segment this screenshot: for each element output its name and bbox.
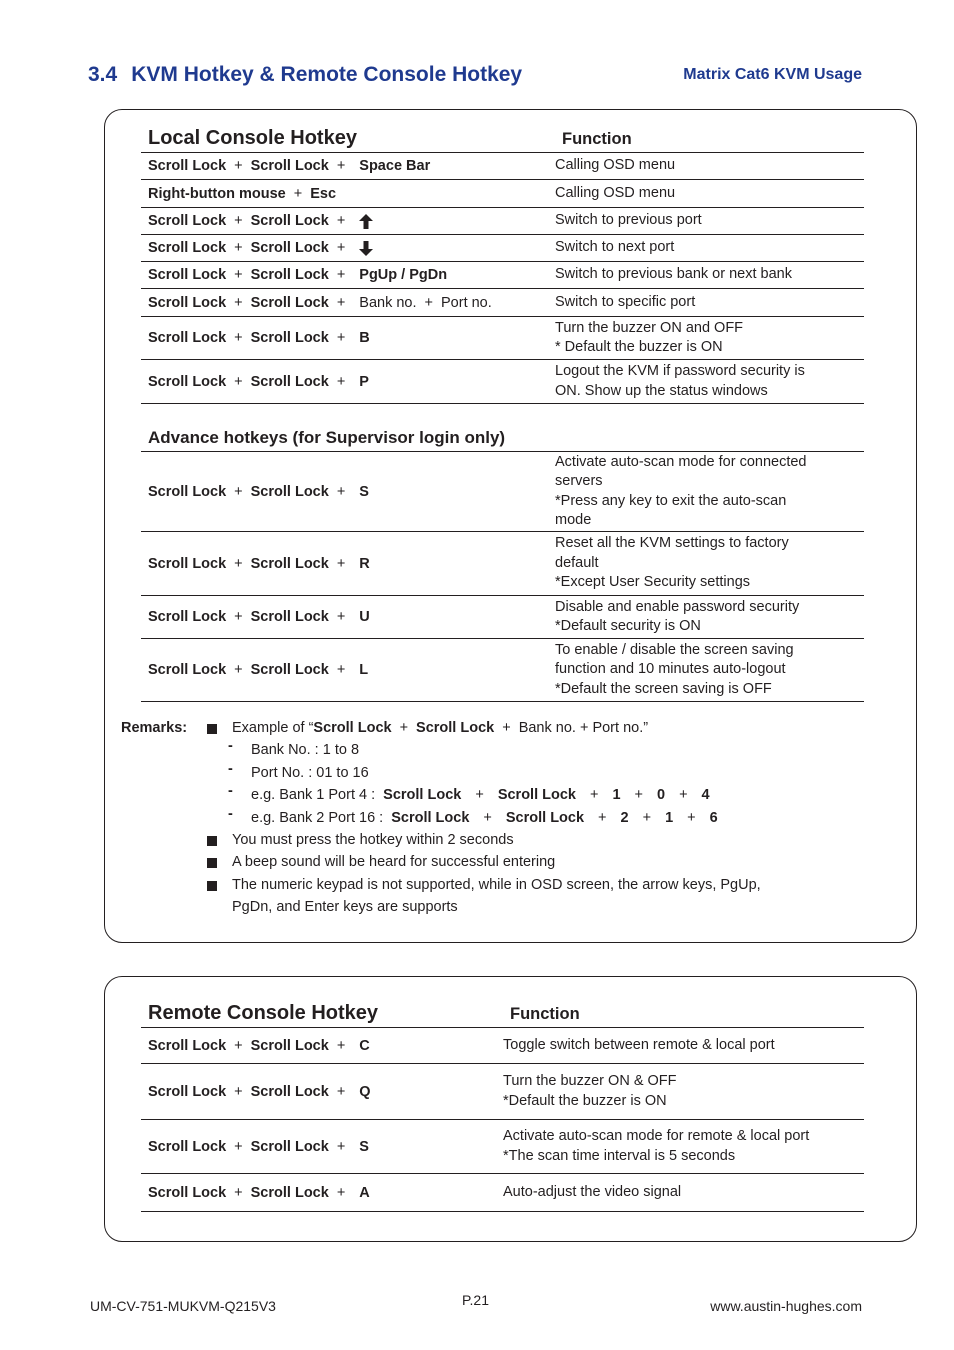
- hotkey-combo: Scroll Lock + Scroll Lock + R: [148, 555, 370, 572]
- key-label: Scroll Lock: [148, 1037, 227, 1054]
- dash-bullet-icon: -: [228, 738, 233, 754]
- local-table-header: [141, 123, 864, 153]
- remark-note-continuation: PgDn, and Enter keys are supports: [232, 899, 458, 915]
- key-label: Esc: [310, 185, 337, 202]
- key-label: L: [359, 662, 369, 678]
- function-description: Disable and enable password security *Default security is ON: [555, 598, 800, 634]
- advance-hotkeys-title: Advance hotkeys (for Supervisor login only): [141, 404, 864, 452]
- table-row: [141, 532, 864, 596]
- up-arrow-icon: [359, 214, 373, 229]
- key-label: Scroll Lock: [250, 555, 329, 572]
- key-label: Scroll Lock: [250, 158, 329, 174]
- down-arrow-icon: [359, 241, 373, 256]
- function-description: Turn the buzzer ON & OFF *Default the buzzer is ON: [503, 1073, 677, 1109]
- function-description: Reset all the KVM settings to factory default *Except User Security settings: [555, 535, 789, 591]
- table-row: [141, 360, 864, 404]
- table-row: [141, 1028, 864, 1064]
- function-description: To enable / disable the screen saving function and 10 minutes auto-logout *Default the screen saving is OFF: [555, 641, 794, 697]
- square-bullet-icon: [207, 836, 217, 846]
- table-row: [141, 289, 864, 317]
- table-row: [141, 1174, 864, 1212]
- key-label: Scroll Lock: [148, 158, 227, 174]
- key-label: Port no.: [441, 294, 492, 311]
- key-label: Scroll Lock: [250, 267, 329, 283]
- hotkey-combo: Scroll Lock + Scroll Lock + PgUp / PgDn: [148, 267, 448, 283]
- section-number: 3.4: [88, 63, 118, 86]
- table-row: [141, 262, 864, 289]
- dash-bullet-icon: -: [228, 783, 233, 799]
- key-label: Space Bar: [359, 158, 431, 174]
- key-label: Scroll Lock: [250, 373, 329, 390]
- remark-port-range: Port No. : 01 to 16: [251, 765, 369, 781]
- table-row: [141, 596, 864, 639]
- key-label: Scroll Lock: [148, 294, 227, 311]
- key-label: S: [359, 1138, 369, 1155]
- hotkey-combo: Scroll Lock + Scroll Lock + P: [148, 373, 369, 390]
- key-label: S: [359, 483, 369, 500]
- function-description: Activate auto-scan mode for remote & local port *The scan time interval is 5 seconds: [503, 1128, 810, 1164]
- key-label: Scroll Lock: [148, 330, 227, 346]
- hotkey-combo: Scroll Lock + Scroll Lock + S: [148, 483, 369, 500]
- table-row: [141, 208, 864, 235]
- dash-bullet-icon: -: [228, 761, 233, 777]
- key-label: PgUp / PgDn: [359, 267, 448, 283]
- key-label: A: [359, 1184, 370, 1201]
- remark-bank-range: Bank No. : 1 to 8: [251, 742, 360, 758]
- remote-function-header: Function: [510, 1005, 580, 1023]
- key-label: Scroll Lock: [250, 1138, 329, 1155]
- table-row: [141, 235, 864, 262]
- footer-page-number: P.21: [462, 1292, 489, 1308]
- remote-table-title: Remote Console Hotkey: [148, 1002, 379, 1024]
- function-description: Calling OSD menu: [555, 157, 676, 174]
- key-label: C: [359, 1037, 370, 1054]
- hotkey-combo: Scroll Lock + Scroll Lock + C: [148, 1037, 370, 1054]
- key-label: Scroll Lock: [148, 373, 227, 390]
- key-label: R: [359, 555, 370, 572]
- hotkey-combo: Scroll Lock + Scroll Lock + Bank no. + Port no.: [148, 294, 492, 311]
- table-row: [141, 153, 864, 180]
- key-label: Scroll Lock: [250, 609, 329, 625]
- hotkey-combo: Scroll Lock + Scroll Lock + B: [148, 330, 370, 346]
- key-label: Scroll Lock: [250, 1037, 329, 1054]
- local-hotkey-table: [141, 123, 864, 702]
- function-description: Toggle switch between remote & local port: [503, 1036, 775, 1053]
- key-label: B: [359, 330, 370, 346]
- hotkey-combo: Right-button mouse + Esc: [148, 185, 337, 202]
- key-label: Scroll Lock: [148, 555, 227, 572]
- key-label: Scroll Lock: [250, 1083, 329, 1100]
- table-row: [141, 639, 864, 702]
- key-label: Scroll Lock: [250, 483, 329, 500]
- hotkey-combo: Scroll Lock + Scroll Lock +: [141, 213, 555, 229]
- square-bullet-icon: [207, 881, 217, 891]
- local-table-title: Local Console Hotkey: [148, 127, 357, 149]
- remark-note: A beep sound will be heard for successful entering: [232, 854, 556, 870]
- key-label: Q: [359, 1083, 371, 1100]
- hotkey-combo: Scroll Lock + Scroll Lock +: [141, 240, 555, 256]
- key-label: Scroll Lock: [148, 1138, 227, 1155]
- key-label: Scroll Lock: [148, 240, 227, 256]
- table-row: [141, 452, 864, 532]
- remark-example-2: e.g. Bank 2 Port 16 : Scroll Lock + Scroll Lock + 2 + 1 + 6: [251, 810, 718, 826]
- remote-table-header: [141, 997, 864, 1028]
- section-title: [88, 63, 522, 87]
- key-label: Scroll Lock: [148, 1184, 227, 1201]
- function-description: Switch to next port: [555, 239, 675, 256]
- key-label: Bank no.: [359, 294, 417, 311]
- local-function-header: Function: [562, 130, 632, 148]
- key-label: Scroll Lock: [148, 1083, 227, 1100]
- function-description: Activate auto-scan mode for connected servers *Press any key to exit the auto-scan mode: [555, 453, 807, 528]
- function-description: Logout the KVM if password security is ON. Show up the status windows: [555, 363, 805, 399]
- dash-bullet-icon: -: [228, 806, 233, 822]
- function-description: Switch to previous bank or next bank: [555, 266, 792, 283]
- remark-example: Example of “Scroll Lock + Scroll Lock + Bank no. + Port no.”: [232, 720, 649, 736]
- hotkey-combo: Scroll Lock + Scroll Lock + Space Bar: [148, 158, 431, 174]
- key-label: Right-button mouse: [148, 185, 286, 202]
- key-label: Scroll Lock: [148, 609, 227, 625]
- section-heading: KVM Hotkey & Remote Console Hotkey: [131, 63, 523, 86]
- function-description: Auto-adjust the video signal: [503, 1183, 682, 1200]
- key-label: Scroll Lock: [148, 662, 227, 678]
- hotkey-combo: Scroll Lock + Scroll Lock + S: [148, 1138, 369, 1155]
- function-description: Calling OSD menu: [555, 184, 676, 201]
- function-description: Switch to specific port: [555, 293, 696, 310]
- key-label: Scroll Lock: [148, 213, 227, 229]
- square-bullet-icon: [207, 858, 217, 868]
- footer-doc-code: UM-CV-751-MUKVM-Q215V3: [90, 1298, 276, 1314]
- table-row: [141, 1120, 864, 1174]
- hotkey-combo: Scroll Lock + Scroll Lock + A: [148, 1184, 370, 1201]
- hotkey-combo: Scroll Lock + Scroll Lock + Q: [148, 1083, 371, 1100]
- key-label: U: [359, 609, 370, 625]
- key-label: Scroll Lock: [250, 213, 329, 229]
- square-bullet-icon: [207, 724, 217, 734]
- key-label: Scroll Lock: [250, 294, 329, 311]
- key-label: Scroll Lock: [148, 483, 227, 500]
- table-row: [141, 1064, 864, 1120]
- document-title: Matrix Cat6 KVM Usage: [683, 66, 862, 83]
- remarks-label: Remarks:: [121, 720, 188, 736]
- key-label: P: [359, 373, 369, 390]
- key-label: Scroll Lock: [148, 267, 227, 283]
- key-label: Scroll Lock: [250, 1184, 329, 1201]
- key-label: Scroll Lock: [250, 240, 329, 256]
- remark-note: You must press the hotkey within 2 seconds: [232, 832, 514, 848]
- remark-note: The numeric keypad is not supported, while in OSD screen, the arrow keys, PgUp,: [232, 877, 761, 893]
- key-label: Scroll Lock: [250, 662, 329, 678]
- function-description: Switch to previous port: [555, 212, 702, 229]
- function-description: Turn the buzzer ON and OFF * Default the buzzer is ON: [555, 319, 744, 355]
- key-label: Scroll Lock: [250, 330, 329, 346]
- footer-website[interactable]: www.austin-hughes.com: [710, 1298, 862, 1314]
- remark-example-1: e.g. Bank 1 Port 4 : Scroll Lock + Scroll Lock + 1 + 0 + 4: [251, 787, 710, 803]
- remote-hotkey-table: [141, 997, 864, 1212]
- table-row: [141, 317, 864, 360]
- hotkey-combo: Scroll Lock + Scroll Lock + U: [148, 609, 370, 625]
- table-row: [141, 180, 864, 208]
- hotkey-combo: Scroll Lock + Scroll Lock + L: [148, 662, 369, 678]
